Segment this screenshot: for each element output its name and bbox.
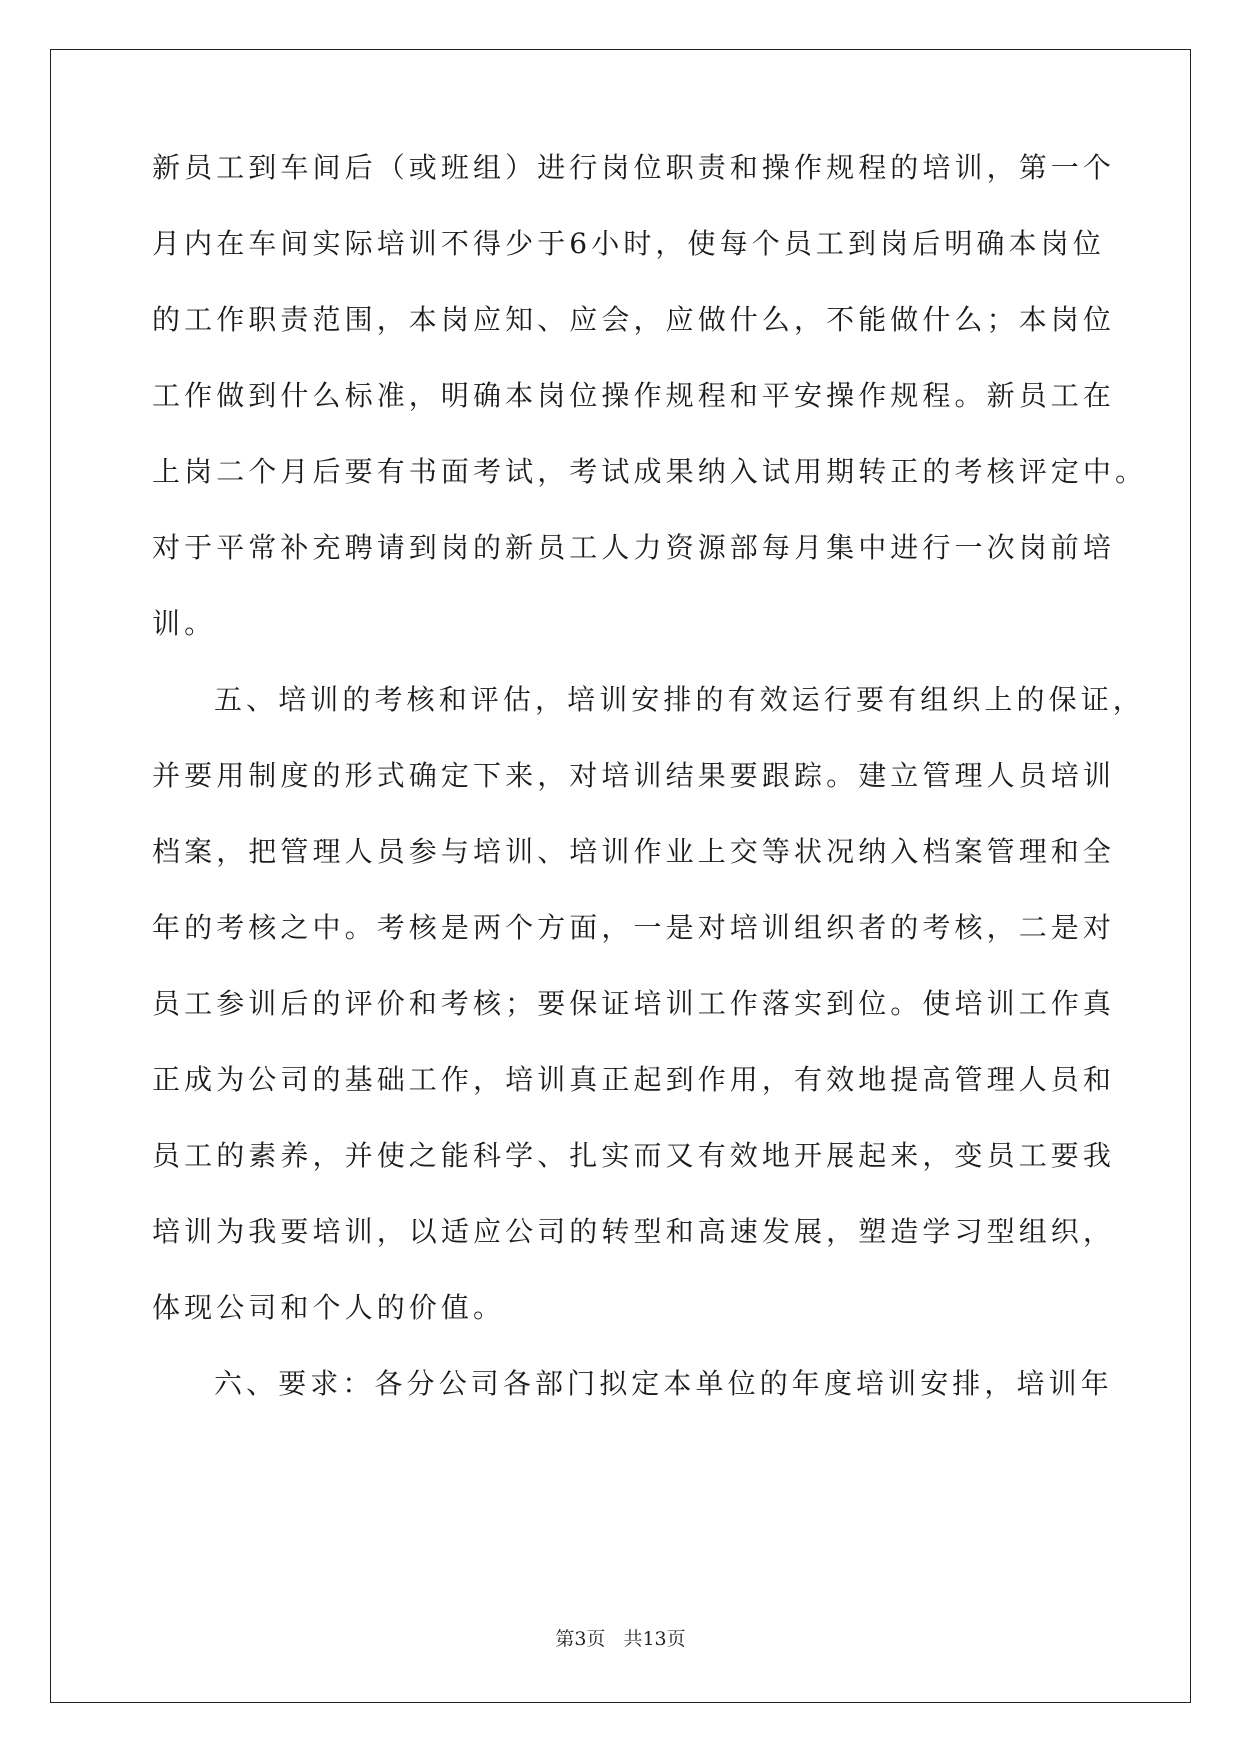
- page-footer: [0, 1624, 1241, 1651]
- page-number: 第3页: [555, 1628, 606, 1650]
- paragraph-line: 上岗二个月后要有书面考试，考试成果纳入试用期转正的考核评定中。: [152, 455, 1148, 488]
- paragraph-line: 的工作职责范围，本岗应知、应会，应做什么，不能做什么；本岗位: [152, 303, 1116, 336]
- paragraph-line: 五、培训的考核和评估，培训安排的有效运行要有组织上的保证，: [214, 683, 1145, 716]
- page-border: [50, 49, 1191, 1703]
- page-total: 共13页: [623, 1628, 686, 1650]
- paragraph-line: 六、要求：各分公司各部门拟定本单位的年度培训安排，培训年: [214, 1367, 1113, 1400]
- paragraph-line: 新员工到车间后（或班组）进行岗位职责和操作规程的培训，第一个: [152, 151, 1116, 184]
- paragraph-line: 月内在车间实际培训不得少于6小时，使每个员工到岗后明确本岗位: [152, 227, 1105, 260]
- paragraph-line: 工作做到什么标准，明确本岗位操作规程和平安操作规程。新员工在: [152, 379, 1116, 412]
- paragraph-line: 体现公司和个人的价值。: [152, 1291, 506, 1324]
- paragraph-line: 培训为我要培训，以适应公司的转型和高速发展，塑造学习型组织，: [152, 1215, 1116, 1248]
- paragraph-line: 年的考核之中。考核是两个方面，一是对培训组织者的考核，二是对: [152, 911, 1116, 944]
- paragraph-line: 档案，把管理人员参与培训、培训作业上交等状况纳入档案管理和全: [152, 835, 1116, 868]
- paragraph-line: 训。: [152, 607, 217, 640]
- paragraph-line: 正成为公司的基础工作，培训真正起到作用，有效地提高管理人员和: [152, 1063, 1116, 1096]
- paragraph-line: 员工参训后的评价和考核；要保证培训工作落实到位。使培训工作真: [152, 987, 1116, 1020]
- paragraph-line: 员工的素养，并使之能科学、扎实而又有效地开展起来，变员工要我: [152, 1139, 1116, 1172]
- paragraph-line: 并要用制度的形式确定下来，对培训结果要跟踪。建立管理人员培训: [152, 759, 1116, 792]
- paragraph-line: 对于平常补充聘请到岗的新员工人力资源部每月集中进行一次岗前培: [152, 531, 1116, 564]
